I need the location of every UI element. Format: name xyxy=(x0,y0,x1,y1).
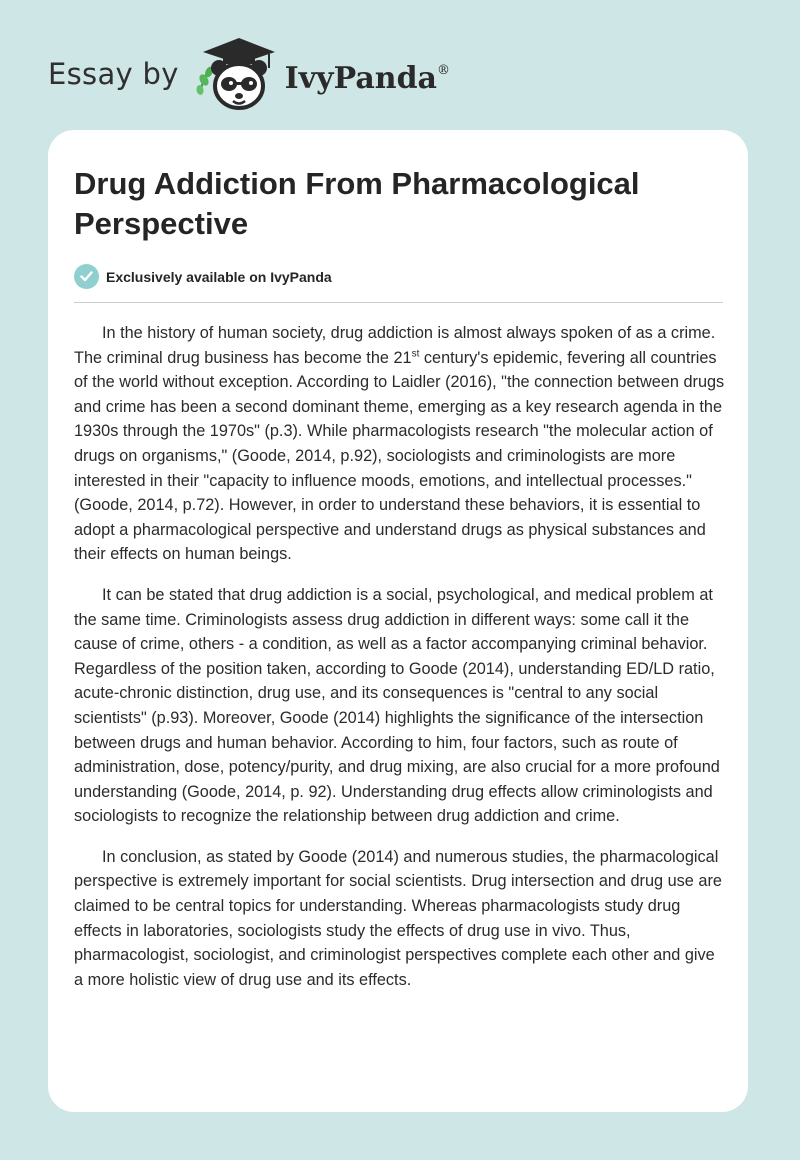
panda-graduate-logo-icon[interactable] xyxy=(195,34,279,114)
registered-mark: ® xyxy=(437,62,450,78)
paragraph-3: In conclusion, as stated by Goode (2014) and numerous studies, the pharmacological perspective is extremely important for social scientists. Drug intersection and drug use are claimed to be central topics for understanding. Whereas pharmacologists study drug effects in laboratories, sociologists study the effects of drug use in vivo. Thus, pharmacologist, sociologist, and criminologist perspectives complete each other and give a more holistic view of drug use and its effects. xyxy=(74,847,722,989)
essay-body xyxy=(74,321,726,1008)
site-header xyxy=(48,34,450,114)
checkmark-icon xyxy=(74,264,99,289)
brand-name[interactable] xyxy=(285,61,450,96)
brand-text: IvyPanda xyxy=(284,60,437,96)
essay-by-label: Essay by xyxy=(48,57,179,91)
paragraph-1-start: In the history of human society, drug addiction is almost always spoken of as a crime. The criminal drug business has become the 21 xyxy=(74,324,716,367)
paragraph-1-end: century's epidemic, fevering all countries of the world without exception. According to Laidler (2016), "the connection between drugs and crime has been a second dominant theme, emerging as a key research agenda in the 1930s through the 1970s" (p.3). While pharmacologists research "the molecular action of drugs on organisms," (Goode, 2014, p.92), sociologists and criminologists are more interested in their "capacity to influence moods, emotions, and intellectual processes." (Goode, 2014, p.72). However, in order to understand these behaviors, it is essential to adopt a pharmacological perspective and understand drugs as physical substances and their effects on human beings. xyxy=(74,348,725,564)
paragraph-1 xyxy=(74,321,726,567)
badge-label: Exclusively available on IvyPanda xyxy=(106,268,332,285)
paragraph-2: It can be stated that drug addiction is a social, psychological, and medical problem at the same time. Criminologists assess drug addiction in different ways: some call it the cause of crime, others - a condition, as well as a factor accompanying criminal behavior. Regardless of the position taken, according to Goode (2014), understanding ED/LD ratio, acute-chronic distinction, drug use, and its consequences is "central to any social scientists" (p.93). Moreover, Goode (2014) highlights the significance of the intersection between drugs and human behavior. According to him, four factors, such as route of administration, dose, potency/purity, and drug mixing, are also crucial for a more profound understanding (Goode, 2014, p. 92). Understanding drug effects allow criminologists and sociologists to recognize the relationship between drug addiction and crime. xyxy=(74,585,720,826)
exclusive-badge xyxy=(74,264,332,289)
ordinal-suffix: st xyxy=(411,348,420,360)
essay-card xyxy=(48,130,748,1112)
essay-title: Drug Addiction From Pharmacological Perspective xyxy=(74,166,640,241)
divider xyxy=(74,302,723,303)
